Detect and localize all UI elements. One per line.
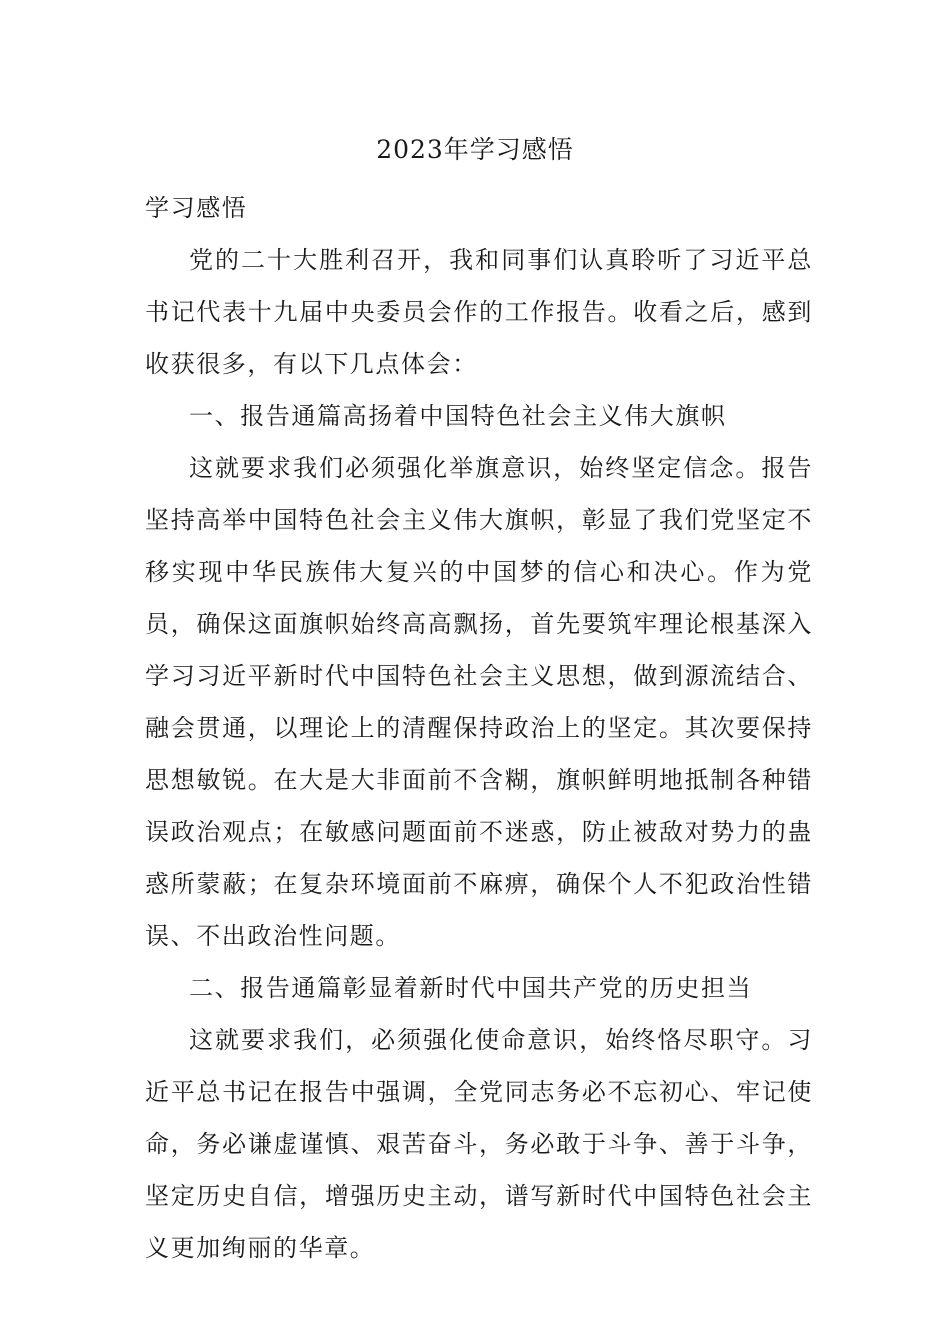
section-subtitle: 学习感悟 [145,194,248,222]
document-body [145,182,813,1274]
heading-point-two: 二、报告通篇彰显着新时代中国共产党的历史担当 [189,974,753,1002]
heading-point-one: 一、报告通篇高扬着中国特色社会主义伟大旗帜 [189,402,727,430]
paragraph-intro: 党的二十大胜利召开，我和同事们认真聆听了习近平总书记代表十九届中央委员会作的工作报告。收看之后，感到收获很多，有以下几点体会： [145,246,813,378]
paragraph-point-one: 这就要求我们必须强化举旗意识，始终坚定信念。报告坚持高举中国特色社会主义伟大旗帜，彰显了我们党坚定不移实现中华民族伟大复兴的中国梦的信心和决心。作为党员，确保这面旗帜始终高高飘扬，首先要筑牢理论根基深入学习习近平新时代中国特色社会主义思想，做到源流结合、融会贯通，以理论上的清醒保持政治上的坚定。其次要保持思想敏锐。在大是大非面前不含糊，旗帜鲜明地抵制各种错误政治观点；在敏感问题面前不迷惑，防止被敌对势力的蛊惑所蒙蔽；在复杂环境面前不麻痹，确保个人不犯政治性错误、不出政治性问题。 [145,454,813,950]
document-title: 2023年学习感悟 [376,135,574,164]
paragraph-point-two: 这就要求我们，必须强化使命意识，始终恪尽职守。习近平总书记在报告中强调，全党同志务必不忘初心、牢记使命，务必谦虚谨慎、艰苦奋斗，务必敢于斗争、善于斗争，坚定历史自信，增强历史主动，谱写新时代中国特色社会主义更加绚丽的华章。 [145,1026,813,1262]
